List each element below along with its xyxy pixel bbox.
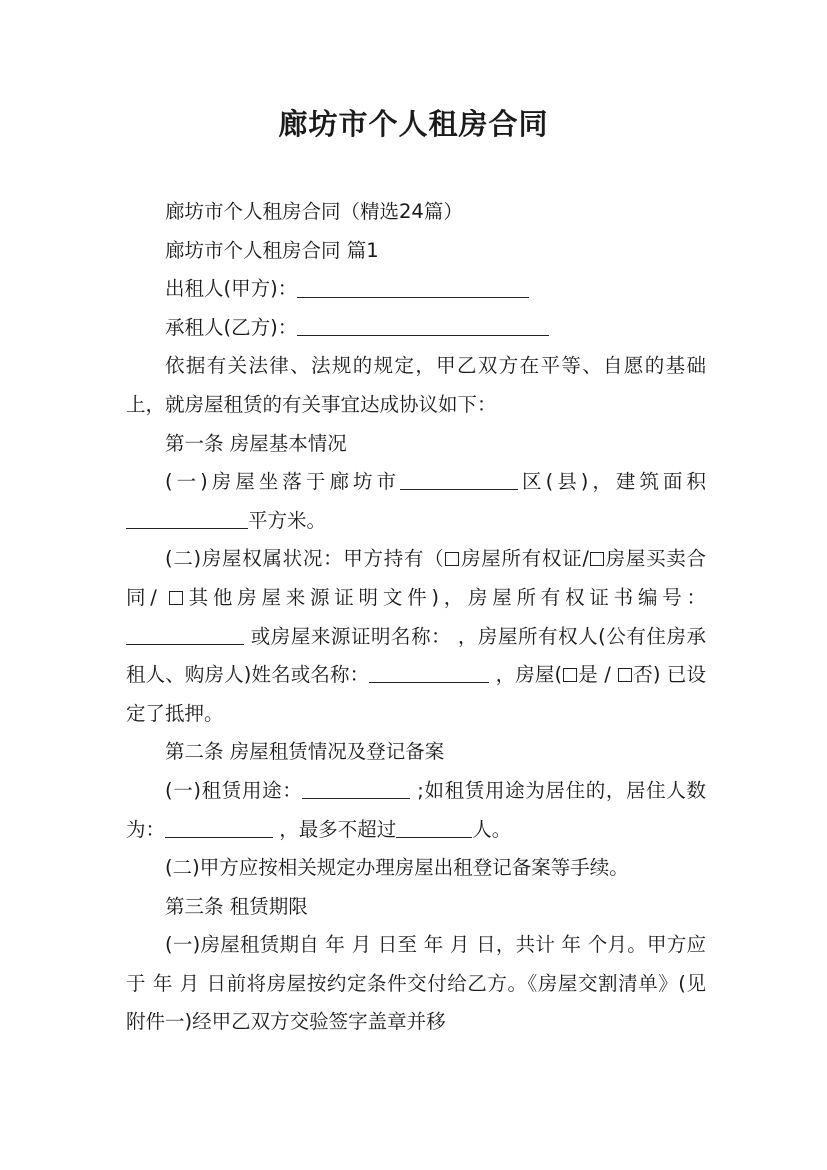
article1-clause1 (126, 463, 706, 540)
lessor-blank (297, 276, 529, 297)
checkbox-icon (563, 668, 577, 682)
occupants-blank (165, 816, 273, 837)
clause-text: 否) 已设定了抵押。 (126, 663, 706, 725)
owner-name-blank (369, 662, 489, 683)
clause-text: 房屋买卖合同/ (126, 547, 706, 609)
lessor-line (126, 270, 706, 309)
lessee-blank (297, 315, 549, 336)
clause-text: 房屋所有权证/ (460, 547, 589, 571)
article1-clause2 (126, 540, 706, 733)
clause-text: 平方米。 (248, 508, 327, 532)
clause-text: 其他房屋来源证明文件)，房屋所有权证书编号： (183, 585, 706, 609)
article2-heading: 第二条 房屋租赁情况及登记备案 (165, 740, 445, 764)
checkbox-icon (169, 591, 183, 605)
lessee-line (126, 309, 706, 348)
certificate-number-blank (126, 623, 244, 644)
checkbox-icon (590, 552, 604, 566)
part-heading: 廊坊市个人租房合同 篇1 (165, 238, 379, 262)
clause-text: 是 / (578, 663, 618, 687)
article3-clause1: (一)房屋租赁期自 年 月 日至 年 月 日，共计 年 个月。甲方应于 年 月 日前将房屋按约定条件交付给乙方。《房屋交割清单》(见附件一)经甲乙双方交验签字盖章并移 (126, 933, 706, 1034)
clause-text: ;如租赁用途为居住的，居住人数为： (126, 778, 706, 841)
article3-heading: 第三条 租赁期限 (165, 894, 308, 918)
clause-text: 区(县)，建筑面积 (518, 470, 706, 494)
max-occupants-blank (396, 816, 472, 837)
clause-text: 人。 (472, 817, 512, 841)
article2-clause1 (126, 772, 706, 849)
document-title: 廊坊市个人租房合同 (278, 107, 549, 141)
lessor-label: 出租人(甲方)： (165, 277, 298, 301)
document-body (126, 193, 706, 1042)
checkbox-icon (618, 668, 632, 682)
intro-paragraph: 依据有关法律、法规的规定，甲乙双方在平等、自愿的基础上，就房屋租赁的有关事宜达成协议如下： (126, 354, 706, 416)
clause-text: (一)房屋坐落于廊坊市 (165, 470, 401, 494)
lessee-label: 承租人(乙方)： (165, 315, 298, 339)
article2-clause2: (二)甲方应按相关规定办理房屋出租登记备案等手续。 (165, 856, 629, 880)
article1-heading: 第一条 房屋基本情况 (165, 431, 347, 455)
clause-text: (一)租赁用途： (165, 778, 303, 802)
subtitle: 廊坊市个人租房合同（精选24篇） (165, 200, 463, 223)
clause-text: 或房屋来源证明名称： ，房屋所有权人(公有住房承租人、购房人)姓名或名称： (126, 624, 706, 687)
location-blank (400, 469, 518, 490)
clause-text: ，房屋( (489, 663, 563, 687)
clause-text: ，最多不超过 (273, 817, 397, 841)
checkbox-icon (445, 552, 459, 566)
area-blank (126, 508, 248, 529)
usage-blank (302, 778, 410, 799)
clause-text: (二)房屋权属状况：甲方持有（ (165, 547, 445, 571)
